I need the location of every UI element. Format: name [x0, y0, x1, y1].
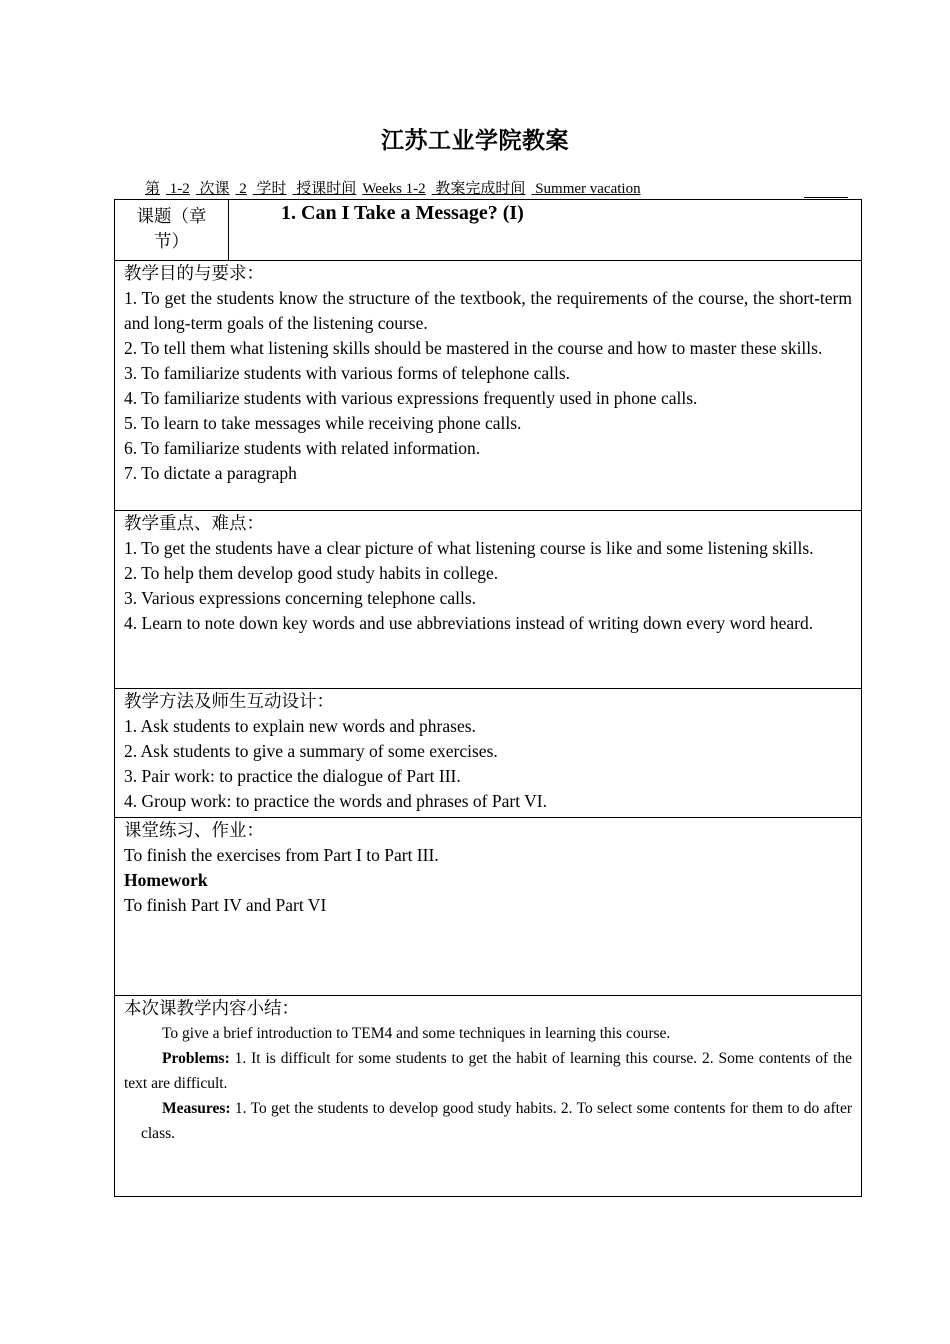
summary-heading: 本次课教学内容小结： — [124, 998, 299, 1018]
key-point-item: 1. To get the students have a clear picture of what listening course is like and some listening skills. — [124, 538, 814, 558]
lesson-number: 1-2 — [169, 181, 190, 197]
method-item: 2. Ask students to give a summary of some exercises. — [124, 741, 498, 761]
homework-text: To finish Part IV and Part VI — [124, 895, 327, 915]
method-item: 4. Group work: to practice the words and phrases of Part VI. — [124, 791, 547, 811]
lesson-plan-table — [114, 199, 862, 1197]
objectives-heading: 教学目的与要求： — [124, 263, 264, 283]
classwork-text: To finish the exercises from Part I to Part III. — [124, 845, 439, 865]
lesson-prefix: 第 — [145, 181, 161, 197]
objective-item: 6. To familiarize students with related information. — [124, 438, 481, 458]
key-point-item: 2. To help them develop good study habits in college. — [124, 563, 499, 583]
objective-item: 4. To familiarize students with various expressions frequently used in phone calls. — [124, 388, 698, 408]
summary-measures — [124, 1096, 852, 1146]
key-point-item: 4. Learn to note down key words and use abbreviations instead of writing down every word heard. — [124, 613, 814, 633]
key-points-cell — [115, 511, 862, 689]
completion-time-value: Summer vacation — [535, 181, 641, 197]
methods-heading: 教学方法及师生互动设计： — [124, 691, 334, 711]
measures-label: Measures: — [162, 1100, 231, 1117]
methods-cell — [115, 689, 862, 818]
exercises-row — [115, 818, 862, 996]
objective-item: 3. To familiarize students with various forms of telephone calls. — [124, 363, 571, 383]
homework-label: Homework — [124, 870, 208, 890]
problems-text: 1. It is difficult for some students to get the habit of learning this course. 2. Some contents of the text are difficult. — [124, 1050, 852, 1092]
objective-item: 5. To learn to take messages while receiving phone calls. — [124, 413, 522, 433]
objective-item: 7. To dictate a paragraph — [124, 463, 297, 483]
meta-underline-fragment — [804, 197, 848, 198]
objective-item: 1. To get the students know the structure of the textbook, the requirements of the course, the short-term and long-term goals of the listening course. — [124, 288, 852, 333]
key-point-item: 3. Various expressions concerning telephone calls. — [124, 588, 477, 608]
lesson-mid: 次课 — [199, 181, 230, 197]
summary-cell — [115, 996, 862, 1197]
measures-text: 1. To get the students to develop good study habits. 2. To select some contents for them to do after class. — [141, 1100, 852, 1142]
summary-row — [115, 996, 862, 1197]
objective-item: 2. To tell them what listening skills should be mastered in the course and how to master these skills. — [124, 338, 823, 358]
summary-problems — [124, 1046, 852, 1096]
problems-label: Problems: — [162, 1050, 230, 1067]
completion-time-label: 教案完成时间 — [435, 181, 526, 197]
method-item: 3. Pair work: to practice the dialogue of Part III. — [124, 766, 461, 786]
document-title: 江苏工业学院教案 — [381, 128, 569, 153]
lesson-meta-line — [145, 177, 765, 198]
objectives-cell — [115, 261, 862, 511]
exercises-heading: 课堂练习、作业： — [124, 820, 264, 840]
exercises-cell — [115, 818, 862, 996]
class-hours: 2 — [239, 181, 247, 197]
topic-label: 课题（章节） — [115, 200, 229, 261]
summary-intro: To give a brief introduction to TEM4 and some techniques in learning this course. — [162, 1025, 671, 1042]
methods-row — [115, 689, 862, 818]
topic-row — [115, 200, 862, 261]
topic-title: 1. Can I Take a Message? (I) — [229, 200, 862, 261]
teaching-time-label: 授课时间 — [296, 181, 357, 197]
objectives-row — [115, 261, 862, 511]
method-item: 1. Ask students to explain new words and phrases. — [124, 716, 476, 736]
key-points-row — [115, 511, 862, 689]
teaching-time-value: Weeks 1-2 — [362, 181, 426, 197]
key-points-heading: 教学重点、难点： — [124, 513, 264, 533]
class-hours-label: 学时 — [256, 181, 287, 197]
